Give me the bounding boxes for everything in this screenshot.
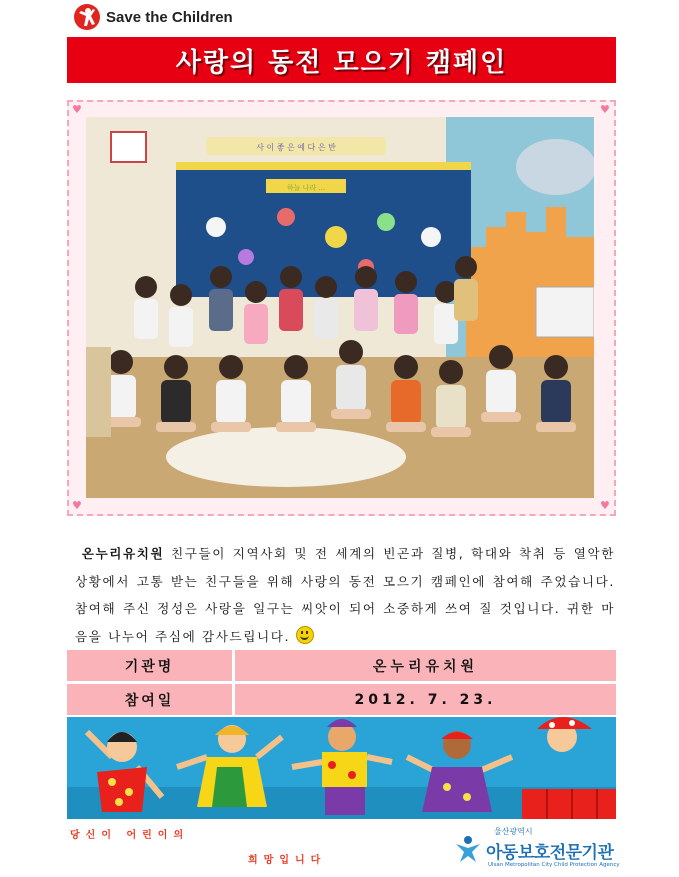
heart-icon: ♥ xyxy=(72,103,82,116)
classroom-sign-text: 사 이 좋 은 예 다 은 반 xyxy=(256,143,336,152)
smiley-icon xyxy=(296,626,314,644)
slogan-line-2: 희망입니다 xyxy=(248,855,327,866)
campaign-title-banner xyxy=(67,37,616,83)
agency-logo xyxy=(452,826,622,874)
logo-text: Save the Children xyxy=(106,8,233,26)
agency-city: 울산광역시 xyxy=(494,827,533,836)
campaign-title: 사랑의 동전 모으기 캠페인 xyxy=(175,47,508,78)
child-figure-icon xyxy=(74,4,100,30)
save-the-children-logo xyxy=(74,4,233,30)
date-label: 참여일 xyxy=(67,684,232,715)
heart-icon: ♥ xyxy=(600,103,610,116)
agency-name: 아동보호전문기관 xyxy=(486,843,614,863)
organization-label: 기관명 xyxy=(67,650,232,681)
wall-sign-text: 하늘 나라 ... xyxy=(286,184,326,192)
thank-you-message xyxy=(75,540,615,650)
organization-value: 온누리유치원 xyxy=(235,650,616,681)
info-table xyxy=(67,650,616,718)
date-value: 2012. 7. 23. xyxy=(235,684,616,715)
heart-icon: ♥ xyxy=(72,499,82,512)
heart-icon: ♥ xyxy=(600,499,610,512)
group-photo xyxy=(86,117,594,498)
kids-illustration-banner xyxy=(67,717,616,819)
slogan-line-1: 당신이 어린이의 xyxy=(70,830,190,841)
info-row-organization xyxy=(67,650,616,681)
organization-highlight: 온누리유치원 xyxy=(81,546,165,561)
agency-emblem-icon xyxy=(452,832,484,864)
message-body: 친구들이 지역사회 및 전 세계의 빈곤과 질병, 학대와 착취 등 열악한 상황에서 고통 받는 친구들을 위해 사랑의 동전 모으기 캠페인에 참여해 주었습니다. 참여해 주신 정성은 사랑을 일구는 씨앗이 되어 소중하게 쓰여 질 것입니다. 귀한 마음을 나누어 주심에 감사드립니다. xyxy=(75,546,615,644)
info-row-date xyxy=(67,684,616,715)
agency-english-name: Ulsan Metropolitan City Child Protection Agency xyxy=(488,862,620,868)
